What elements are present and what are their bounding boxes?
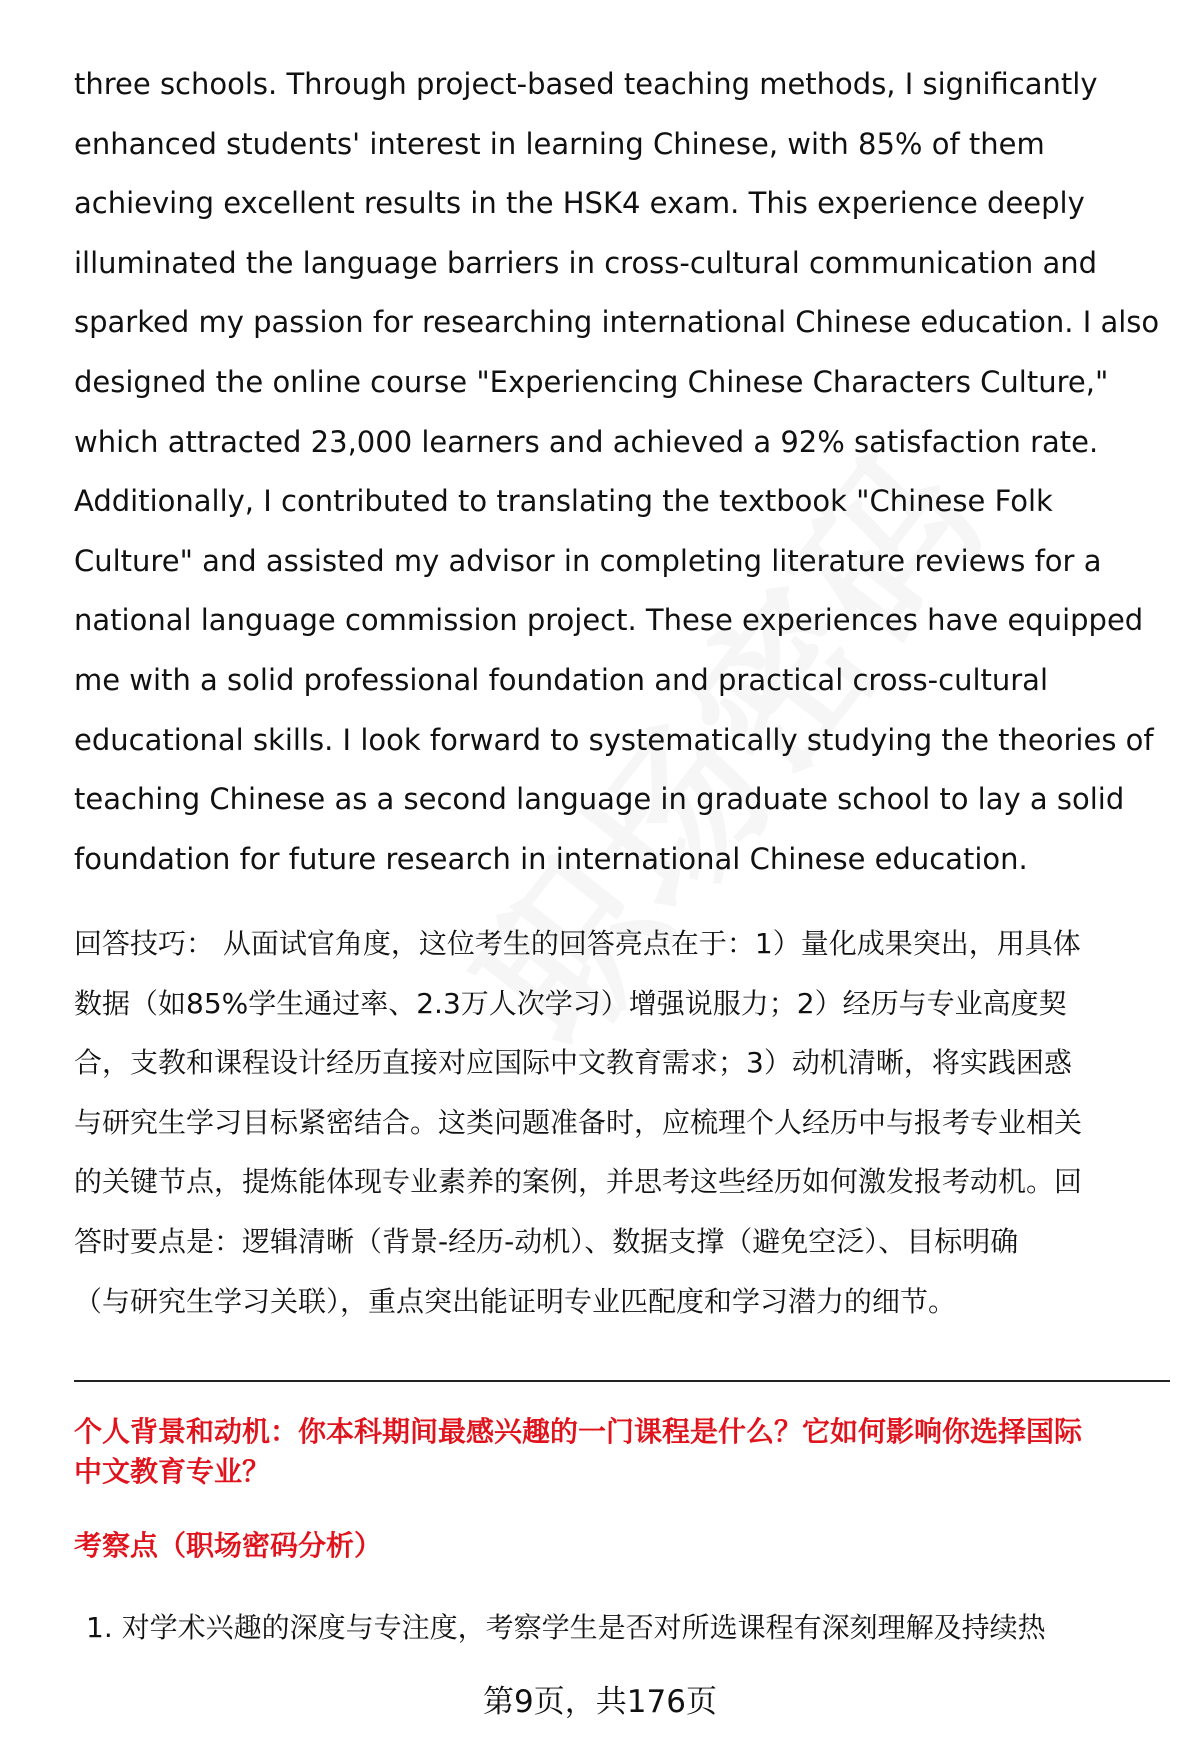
answer-line: Culture" and assisted my advisor in completing literature reviews for a	[74, 543, 1102, 578]
answer-line: me with a solid professional foundation and practical cross-cultural	[74, 662, 1049, 697]
tips-line: 与研究生学习目标紧密结合。这类问题准备时，应梳理个人经历中与报考专业相关	[74, 1105, 1083, 1139]
list-item: 1. 对学术兴趣的深度与专注度，考察学生是否对所选课程有深刻理解及持续热	[86, 1611, 1046, 1644]
answer-line: teaching Chinese as a second language in graduate school to lay a solid	[74, 782, 1125, 817]
tips-line: （与研究生学习关联），重点突出能证明专业匹配度和学习潜力的细节。	[74, 1284, 957, 1318]
answer-line: national language commission project. These experiences have equipped	[74, 603, 1144, 638]
answer-line: Additionally, I contributed to translating the textbook "Chinese Folk	[74, 484, 1053, 519]
question-line: 个人背景和动机：你本科期间最感兴趣的一门课程是什么？它如何影响你选择国际	[74, 1415, 1083, 1448]
page-number: 第9页，共176页	[483, 1684, 717, 1720]
assessment-subheading: 考察点（职场密码分析）	[74, 1529, 383, 1562]
tips-line: 数据（如85%学生通过率、2.3万人次学习）增强说服力；2）经历与专业高度契	[74, 986, 1067, 1020]
answer-line: illuminated the language barriers in cross-cultural communication and	[74, 245, 1098, 280]
tips-line: 回答技巧： 从面试官角度，这位考生的回答亮点在于：1）量化成果突出，用具体	[74, 927, 1081, 960]
tips-line: 合，支教和课程设计经历直接对应国际中文教育需求；3）动机清晰，将实践困惑	[74, 1046, 1072, 1080]
answer-line: enhanced students' interest in learning Chinese, with 85% of them	[74, 126, 1045, 161]
answer-line: designed the online course "Experiencing Chinese Characters Culture,"	[74, 364, 1109, 399]
question-line: 中文教育专业？	[74, 1455, 271, 1488]
tips-line: 的关键节点，提炼能体现专业素养的案例，并思考这些经历如何激发报考动机。回	[74, 1165, 1083, 1199]
answer-line: sparked my passion for researching international Chinese education. I also	[74, 305, 1160, 340]
section-divider	[74, 1380, 1170, 1382]
question-heading	[74, 1412, 1174, 1492]
tips-paragraph	[74, 914, 1174, 1331]
answer-line: three schools. Through project-based teaching methods, I significantly	[74, 67, 1098, 101]
answer-line: foundation for future research in international Chinese education.	[74, 841, 1028, 876]
answer-line: which attracted 23,000 learners and achieved a 92% satisfaction rate.	[74, 424, 1099, 459]
answer-line: achieving excellent results in the HSK4 exam. This experience deeply	[74, 186, 1085, 221]
answer-paragraph	[74, 55, 1174, 889]
tips-line: 答时要点是：逻辑清晰（背景-经历-动机）、数据支撑（避免空泛）、目标明确	[74, 1224, 1019, 1258]
answer-line: educational skills. I look forward to systematically studying the theories of	[74, 722, 1154, 757]
